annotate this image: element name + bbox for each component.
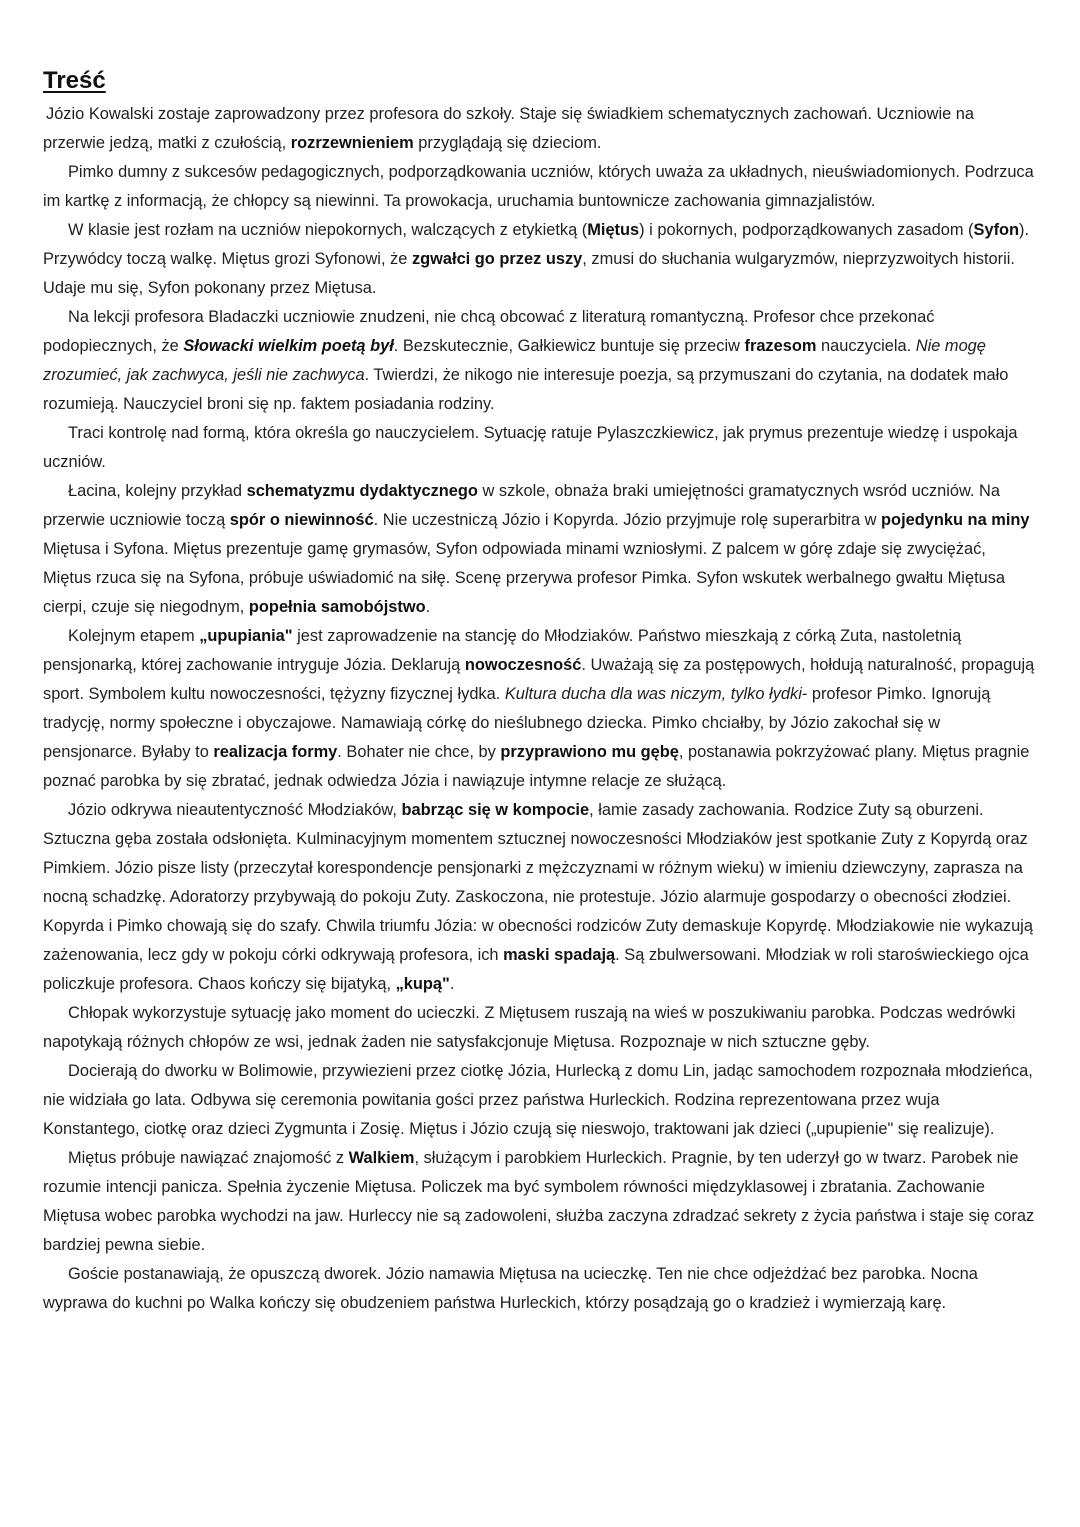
document-body: [43, 100, 1037, 1318]
bold-text: rozrzewnieniem: [290, 134, 414, 152]
paragraph: [43, 1260, 1037, 1318]
text-run: Pimko dumny z sukcesów pedagogicznych, podporządkowania uczniów, których uważa za układnych, nieuświadomionych. Podrzuca im kartkę z informacją, że chłopcy są niewinni. Ta prowokacja, uruchamia buntownicze zachowania gimnazjalistów.: [43, 163, 1034, 210]
text-run: .: [425, 598, 431, 616]
paragraph: [43, 999, 1037, 1057]
paragraph: [43, 303, 1037, 419]
paragraph: [43, 216, 1037, 303]
paragraph: [43, 158, 1037, 216]
bold-text: [183, 337, 393, 355]
text-run: . Bezskutecznie, Gałkiewicz buntuje się przeciw: [393, 337, 745, 355]
text-run: Miętus próbuje nawiązać znajomość z: [68, 1149, 349, 1167]
text-run: . Są zbulwersowani. Młodziak w roli staroświeckiego ojca policzkuje profesora. Chaos kończy się bijatyką,: [43, 946, 1029, 993]
bold-text: schematyzmu dydaktycznego: [246, 482, 478, 500]
bold-text: popełnia samobójstwo: [248, 598, 426, 616]
text-run: Goście postanawiają, że opuszczą dworek. Józio namawia Miętusa na ucieczkę. Ten nie chce odjeżdżać bez parobka. Nocna wyprawa do kuchni po Walka kończy się obudzeniem państwa Hurleckich, którzy posądzają go o kradzież i wymierzają karę.: [43, 1265, 978, 1312]
text-run: Chłopak wykorzystuje sytuację jako moment do ucieczki. Z Miętusem ruszają na wieś w poszukiwaniu parobka. Podczas wedrówki napotykają różnych chłopów ze wsi, jednak żaden nie satysfakcjonuje Miętusa. Rozpoznaje w nich sztuczne gęby.: [43, 1004, 1016, 1051]
bold-text: nowoczesność: [464, 656, 582, 674]
bold-text: „upupiania": [199, 627, 293, 645]
paragraph: [43, 796, 1037, 999]
text-run: . Twierdzi, że nikogo nie interesuje poezja, są przymuszani do czytania, na dodatek mało rozumieją. Nauczyciel broni się np. faktem posiadania rodziny.: [43, 366, 1009, 413]
paragraph: [43, 1144, 1037, 1260]
emphasis-text: Słowacki wielkim poetą był: [183, 337, 394, 355]
text-run: ). Przywódcy toczą walkę. Miętus grozi Syfonowi, że: [43, 221, 1030, 268]
bold-text: babrząc się w kompocie: [401, 801, 590, 819]
italic-text: Nie mogę zrozumieć, jak zachwyca, jeśli nie zachwyca: [43, 337, 986, 384]
text-run: , postanawia pokrzyżować plany. Miętus pragnie poznać parobka by się zbratać, jednak odwiedza Józia i nawiązuje intymne relacje ze służącą.: [43, 743, 1030, 790]
bold-text: Miętus: [587, 221, 640, 239]
text-run: Docierają do dworku w Bolimowie, przywiezieni przez ciotkę Józia, Hurlecką z domu Lin, jadąc samochodem rozpoznała młodzieńca, nie widziała go lata. Odbywa się ceremonia powitania gości przez państwa Hurleckich. Rodzina reprezentowana przez wuja Konstantego, ciotkę oraz dzieci Zygmunta i Zosię. Miętus i Józio czują się nieswojo, traktowani jak dzieci („upupienie" się realizuje).: [43, 1062, 1033, 1138]
text-run: Traci kontrolę nad formą, która określa go nauczycielem. Sytuację ratuje Pylaszczkiewicz, jak prymus prezentuje wiedzę i uspokaja uczniów.: [43, 424, 1018, 471]
bold-text: „kupą": [395, 975, 450, 993]
text-run: W klasie jest rozłam na uczniów niepokornych, walczących z etykietką (: [68, 221, 588, 239]
text-run: , łamie zasady zachowania. Rodzice Zuty są oburzeni. Sztuczna gęba została odsłonięta. Kulminacyjnym momentem sztucznej nowoczesności Młodziaków jest spotkanie Zuty z Kopyrdą oraz Pimkiem. Józio pisze listy (przeczytał korespondencje pensjonarki z mężczyznami w różnym wieku) w imieniu dziewczyny, zaprasza na nocną schadzkę. Adoratorzy przybywają do pokoju Zuty. Zaskoczona, nie protestuje. Józio alarmuje gospodarzy o obecności złodziei. Kopyrda i Pimko chowają się do szafy. Chwila triumfu Józia: w obecności rodziców Zuty demaskuje Kopyrdę. Młodziakowie nie wykazują zażenowania, lecz gdy w pokoju córki odkrywają profesora, ich: [43, 801, 1033, 964]
bold-text: spór o niewinność: [229, 511, 374, 529]
text-run: Miętusa i Syfona. Miętus prezentuje gamę grymasów, Syfon odpowiada minami wzniosłymi. Z palcem w górę zdaje się zwyciężać, Miętus rzuca się na Syfona, próbuje uświadomić na siłę. Scenę przerywa profesor Pimka. Syfon wskutek werbalnego gwałtu Miętusa cierpi, czuje się niegodnym,: [43, 540, 1006, 616]
section-title: Treść: [43, 67, 106, 94]
text-run: . Nie uczestniczą Józio i Kopyrda. Józio przyjmuje rolę superarbitra w: [373, 511, 882, 529]
bold-text: Walkiem: [348, 1149, 415, 1167]
text-run: . Bohater nie chce, by: [337, 743, 501, 761]
text-run: jest zaprowadzenie na stancję do Młodziaków. Państwo mieszkają z córką Zuta, nastoletnią pensjonarką, której zachowanie intryguje Józia. Deklarują: [43, 627, 962, 674]
bold-text: Syfon: [973, 221, 1020, 239]
text-run: nauczyciela.: [816, 337, 916, 355]
paragraph: [43, 419, 1037, 477]
text-run: , zmusi do słuchania wulgaryzmów, nieprzyzwoitych historii. Udaje mu się, Syfon pokonany przez Miętusa.: [43, 250, 1015, 297]
text-run: . Uważają się za postępowych, hołdują naturalność, propagują sport. Symbolem kultu nowoczesności, tężyzny fizycznej łydka.: [43, 656, 1035, 703]
bold-text: frazesom: [744, 337, 817, 355]
text-run: Łacina, kolejny przykład: [68, 482, 247, 500]
text-run: Józio Kowalski zostaje zaprowadzony przez profesora do szkoły. Staje się świadkiem schematycznych zachowań. Uczniowie na przerwie jedzą, matki z czułością,: [43, 105, 975, 152]
text-run: - profesor Pimko. Ignorują tradycję, normy społeczne i obyczajowe. Namawiają córkę do nieślubnego dziecka. Pimko chciałby, by Józio zakochał się w pensjonarce. Byłaby to: [43, 685, 991, 761]
bold-text: realizacja formy: [213, 743, 338, 761]
bold-text: zgwałci go przez uszy: [411, 250, 583, 268]
text-run: .: [449, 975, 455, 993]
bold-text: pojedynku na miny: [881, 511, 1030, 529]
italic-text: Kultura ducha dla was niczym, tylko łydki: [504, 685, 802, 703]
text-run: Na lekcji profesora Bladaczki uczniowie znudzeni, nie chcą obcować z literaturą romantyczną. Profesor chce przekonać podopiecznych, że: [43, 308, 935, 355]
document-page: [43, 64, 1037, 1318]
text-run: przyglądają się dzieciom.: [413, 134, 602, 152]
text-run: Kolejnym etapem: [68, 627, 200, 645]
paragraph: [43, 477, 1037, 622]
paragraph: [43, 1057, 1037, 1144]
text-run: Józio odkrywa nieautentyczność Młodziaków,: [68, 801, 402, 819]
text-run: w szkole, obnaża braki umiejętności gramatycznych wsród uczniów. Na przerwie uczniowie toczą: [43, 482, 1000, 529]
bold-text: maski spadają: [503, 946, 616, 964]
text-run: , służącym i parobkiem Hurleckich. Pragnie, by ten uderzył go w twarz. Parobek nie rozumie intencji panicza. Spełnia życzenie Miętusa. Policzek ma być symbolem równości międzyklasowej i zbratania. Zachowanie Miętusa wobec parobka wychodzi na jaw. Hurleccy nie są zadowoleni, służba zaczyna zdradzać sekrety z życia państwa i staje się coraz bardziej pewna siebie.: [43, 1149, 1035, 1254]
paragraph: [43, 100, 1037, 158]
bold-text: przyprawiono mu gębę: [500, 743, 679, 761]
paragraph: [43, 622, 1037, 796]
text-run: ) i pokornych, podporządkowanych zasadom (: [639, 221, 974, 239]
